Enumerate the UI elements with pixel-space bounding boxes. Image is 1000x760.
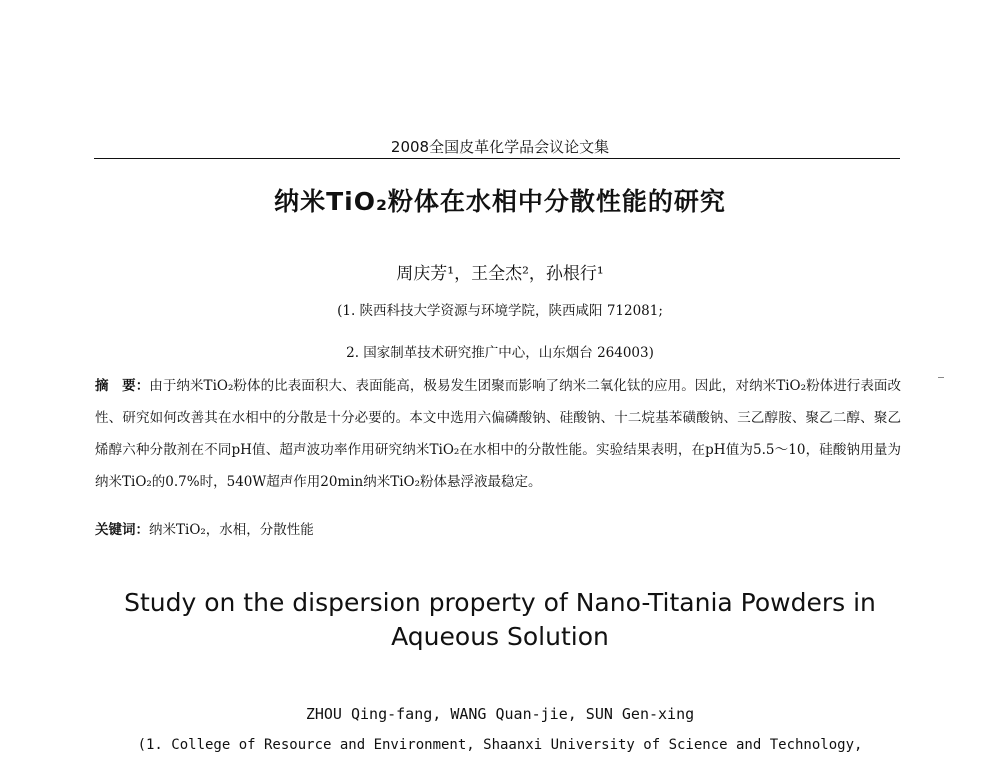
header-rule [94, 158, 900, 159]
paper-title: 纳米TiO₂粉体在水相中分散性能的研究 [274, 187, 726, 216]
english-affiliation-1: (1. College of Resource and Environment, Shaanxi University of Science and Technology, [137, 737, 863, 753]
abstract [95, 370, 901, 498]
affiliation-1: (1. 陕西科技大学资源与环境学院，陕西咸阳 712081; [337, 303, 663, 319]
margin-mark [938, 377, 944, 378]
authors: 周庆芳¹，王全杰²，孙根行¹ [396, 264, 604, 284]
proceedings-header: 2008全国皮革化学品会议论文集 [390, 138, 610, 156]
keywords-text: 纳米TiO₂，水相，分散性能 [149, 522, 314, 538]
abstract-label: 摘 要： [95, 378, 150, 394]
affiliation-2: 2. 国家制革技术研究推广中心，山东烟台 264003) [346, 345, 654, 361]
keywords-label: 关键词： [95, 522, 149, 538]
english-title: Study on the dispersion property of Nano-Titania Powders in Aqueous Solution [124, 588, 876, 651]
keywords [95, 518, 901, 538]
english-authors: ZHOU Qing-fang, WANG Quan-jie, SUN Gen-xing [305, 705, 695, 723]
abstract-text: 由于纳米TiO₂粉体的比表面积大、表面能高，极易发生团聚而影响了纳米二氧化钛的应用。因此，对纳米TiO₂粉体进行表面改性、研究如何改善其在水相中的分散是十分必要的。本文中选用六偏磷酸钠、硅酸钠、十二烷基苯磺酸钠、三乙醇胺、聚乙二醇、聚乙烯醇六种分散剂在不同pH值、超声波功率作用研究纳米TiO₂在水相中的分散性能。实验结果表明，在pH值为5.5～10，硅酸钠用量为纳米TiO₂的0.7%时，540W超声作用20min纳米TiO₂粉体悬浮液最稳定。 [95, 378, 901, 490]
